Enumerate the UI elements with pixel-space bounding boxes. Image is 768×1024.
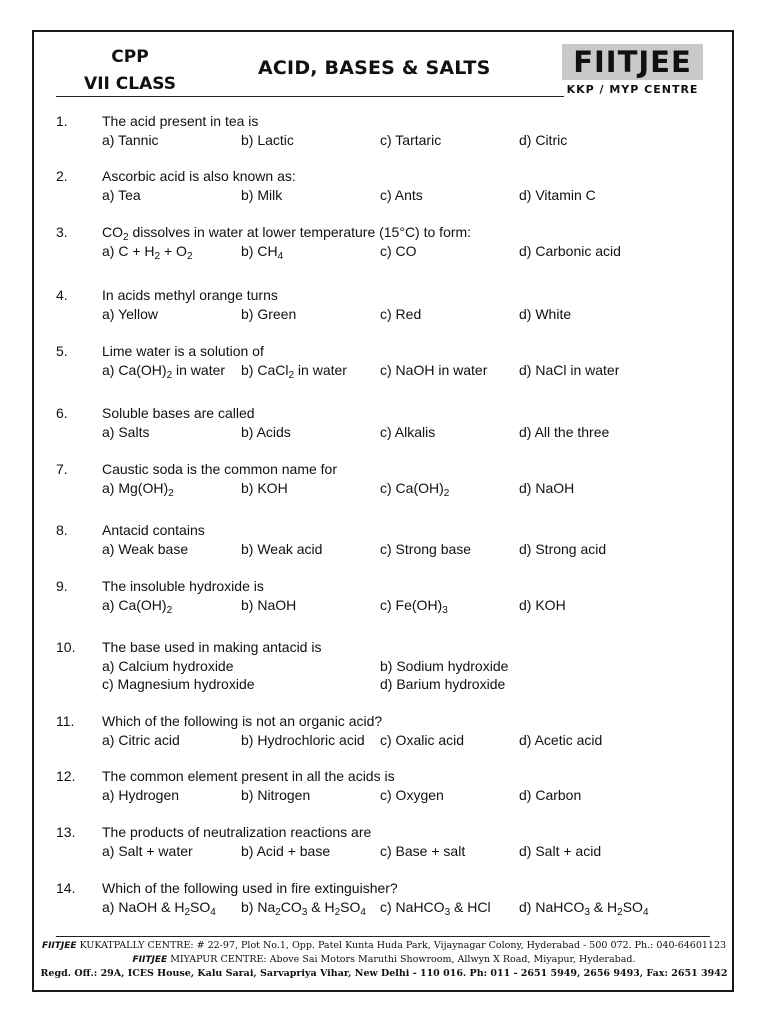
question-text: Which of the following used in fire extinguisher? bbox=[102, 880, 398, 896]
option-b: b) $Na_2CO_3$ & $H_2SO_4$ bbox=[241, 899, 366, 918]
option-d: d) White bbox=[519, 306, 572, 322]
page-title: ACID, BASES & SALTS bbox=[258, 57, 491, 79]
question-number: 13. bbox=[56, 824, 76, 840]
option-b: b) Hydrochloric acid bbox=[241, 732, 365, 748]
option-a: a) Citric acid bbox=[102, 732, 180, 748]
footer-line-1 bbox=[0, 940, 768, 951]
option-b: b) Acid + base bbox=[241, 843, 331, 859]
option-c: c) Oxygen bbox=[380, 787, 444, 803]
option-d: d) Vitamin C bbox=[519, 187, 596, 203]
option-d: d) NaCl in water bbox=[519, 362, 620, 378]
option-b: b) Acids bbox=[241, 424, 291, 440]
option-b: b) Weak acid bbox=[241, 541, 323, 557]
logo-text: FIITJEE bbox=[573, 45, 692, 79]
option-c: c) Oxalic acid bbox=[380, 732, 465, 748]
option-b: b) Sodium hydroxide bbox=[380, 658, 509, 674]
question-text: Ascorbic acid is also known as: bbox=[102, 168, 296, 184]
fiitjee-logo bbox=[562, 44, 703, 80]
question-number: 10. bbox=[56, 639, 76, 655]
option-a: a) $C + H_2 + O_2$ bbox=[102, 243, 193, 262]
question-text: Antacid contains bbox=[102, 522, 205, 538]
option-d: d) Carbonic acid bbox=[519, 243, 621, 259]
option-c: c) Red bbox=[380, 306, 422, 322]
option-a: a) Tea bbox=[102, 187, 141, 203]
option-a: a) Salt + water bbox=[102, 843, 193, 859]
footer-brand: FIITJEE bbox=[41, 941, 77, 951]
option-b: b) NaOH bbox=[241, 597, 297, 613]
question-number: 3. bbox=[56, 224, 68, 240]
option-a: a) $Ca(OH)_2$ bbox=[102, 597, 173, 616]
question-text: Soluble bases are called bbox=[102, 405, 255, 421]
question-text: Caustic soda is the common name for bbox=[102, 461, 337, 477]
question-text: In acids methyl orange turns bbox=[102, 287, 278, 303]
question-number: 2. bbox=[56, 168, 68, 184]
option-b: b) Milk bbox=[241, 187, 283, 203]
option-b: b) $CH_4$ bbox=[241, 243, 284, 262]
footer-line-2 bbox=[0, 954, 768, 965]
question-number: 12. bbox=[56, 768, 76, 784]
header-class: VII CLASS bbox=[84, 74, 176, 94]
option-d: d) Salt + acid bbox=[519, 843, 602, 859]
question-text: The acid present in tea is bbox=[102, 113, 259, 129]
option-c: c) Ants bbox=[380, 187, 423, 203]
option-b: b) Green bbox=[241, 306, 297, 322]
option-c: c) NaHCO$_3$ & HCl bbox=[380, 899, 491, 918]
option-a: a) Hydrogen bbox=[102, 787, 180, 803]
footer-brand-2: FIITJEE bbox=[132, 955, 168, 965]
footer-kukatpally: KUKATPALLY CENTRE: # 22-97, Plot No.1, Opp. Patel Kunta Huda Park, Vijaynagar Colony, Hyderabad - 500 072. Ph.: 040-64601123 bbox=[79, 940, 727, 951]
question-text: The common element present in all the acids is bbox=[102, 768, 395, 784]
question-number: 6. bbox=[56, 405, 68, 421]
option-b: b) Lactic bbox=[241, 132, 294, 148]
option-c: c) Strong base bbox=[380, 541, 472, 557]
option-c: c) Tartaric bbox=[380, 132, 442, 148]
question-number: 7. bbox=[56, 461, 68, 477]
option-b: b) CaCl$_2$ in water bbox=[241, 362, 347, 381]
option-a: a) Salts bbox=[102, 424, 150, 440]
question-number: 8. bbox=[56, 522, 68, 538]
option-d: d) All the three bbox=[519, 424, 610, 440]
option-c: c) Alkalis bbox=[380, 424, 436, 440]
option-d: d) Barium hydroxide bbox=[380, 676, 506, 692]
question-number: 5. bbox=[56, 343, 68, 359]
option-c: c) NaOH in water bbox=[380, 362, 488, 378]
option-d: d) KOH bbox=[519, 597, 566, 613]
question-number: 1. bbox=[56, 113, 68, 129]
question-number: 14. bbox=[56, 880, 76, 896]
option-d: d) NaOH bbox=[519, 480, 575, 496]
question-text: Which of the following is not an organic acid? bbox=[102, 713, 383, 729]
option-a: a) NaOH & $H_2SO_4$ bbox=[102, 899, 216, 918]
question-number: 4. bbox=[56, 287, 68, 303]
option-a: a) $Ca(OH)_2$ in water bbox=[102, 362, 226, 381]
option-d: d) Strong acid bbox=[519, 541, 607, 557]
footer-regd-office: Regd. Off.: 29A, ICES House, Kalu Sarai, Sarvapriya Vihar, New Delhi - 110 016. Ph: 011 - 2651 5949, 2656 9493, Fax: 2651 3942 bbox=[40, 968, 728, 979]
option-d: d) Citric bbox=[519, 132, 568, 148]
option-b: b) Nitrogen bbox=[241, 787, 311, 803]
option-d: d) Acetic acid bbox=[519, 732, 603, 748]
header-cpp: CPP bbox=[111, 47, 149, 67]
option-a: a) Calcium hydroxide bbox=[102, 658, 234, 674]
footer-divider bbox=[56, 936, 710, 937]
logo-subtitle: KKP / MYP CENTRE bbox=[566, 83, 699, 96]
option-d: d) NaHCO$_3$ & $H_2SO_4$ bbox=[519, 899, 649, 918]
question-number: 11. bbox=[56, 713, 75, 729]
option-c: c) CO bbox=[380, 243, 417, 259]
question-text: The base used in making antacid is bbox=[102, 639, 322, 655]
question-text: Lime water is a solution of bbox=[102, 343, 264, 359]
question-text: The insoluble hydroxide is bbox=[102, 578, 264, 594]
question-text: $CO_2$ dissolves in water at lower temperature (15°C) to form: bbox=[102, 224, 472, 243]
option-a: a) Weak base bbox=[102, 541, 189, 557]
option-c: c) $Fe(OH)_3$ bbox=[380, 597, 448, 616]
option-a: a) Tannic bbox=[102, 132, 159, 148]
option-c: c) Magnesium hydroxide bbox=[102, 676, 255, 692]
option-b: b) KOH bbox=[241, 480, 288, 496]
question-number: 9. bbox=[56, 578, 68, 594]
footer-miyapur: MIYAPUR CENTRE: Above Sai Motors Maruthi Showroom, Allwyn X Road, Miyapur, Hyderabad. bbox=[170, 954, 636, 965]
option-d: d) Carbon bbox=[519, 787, 582, 803]
option-c: c) Base + salt bbox=[380, 843, 466, 859]
question-text: The products of neutralization reactions are bbox=[102, 824, 372, 840]
option-a: a) $Mg(OH)_2$ bbox=[102, 480, 174, 499]
option-a: a) Yellow bbox=[102, 306, 159, 322]
header-divider bbox=[56, 96, 564, 97]
option-c: c) $Ca(OH)_2$ bbox=[380, 480, 450, 499]
